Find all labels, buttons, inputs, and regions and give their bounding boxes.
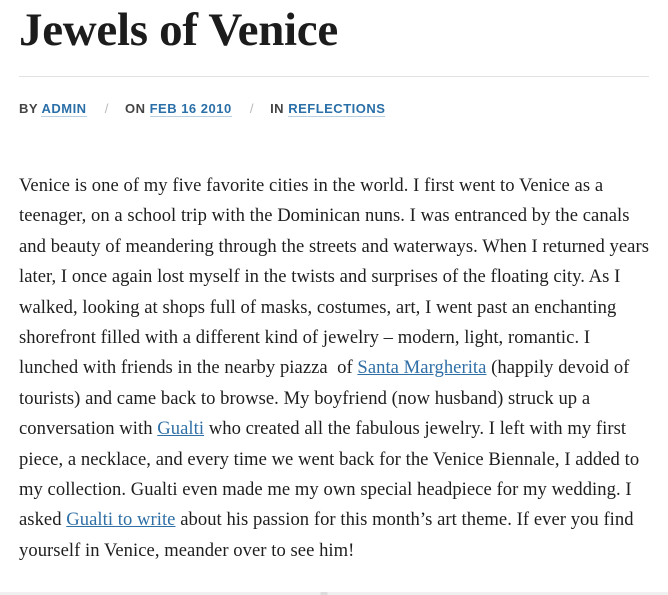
meta-on-label: ON	[124, 101, 146, 116]
article-body	[19, 171, 651, 566]
gualti-to-write-link[interactable]: Gualti to write	[66, 509, 176, 531]
article	[19, 0, 651, 585]
meta-separator: /	[104, 101, 109, 116]
body-text-segment: Venice is one of my five favorite cities in the world. I first went to Venice as a teenager, on a school trip with the Dominican nuns. I was entranced by the canals and beauty of meandering through the streets and waterways. When I returned years later, I once again lost myself in the twists and surprises of the floating city. As I walked, looking at shops full of masks, costumes, art, I went past an enchanting shorefront filled with a different kind of jewelry – modern, light, romantic. I lunched with friends in the nearby piazza of	[19, 175, 649, 379]
category-link[interactable]: REFLECTIONS	[288, 101, 386, 116]
meta-separator: /	[249, 101, 254, 116]
article-title: Jewels of Venice	[19, 4, 338, 56]
date-link[interactable]: FEB 16 2010	[149, 101, 232, 116]
body-text-segment: who created all the fabulous jewelry. I left with my first piece, a necklace, and every time we went back for the Venice Biennale, I added to my collection. Gualti even made me my own special headpiece for my wedding. I asked	[19, 418, 640, 531]
body-text-segment: about his passion for this month’s art theme. If ever you find yourself in Venice, meander over to see him!	[19, 509, 634, 561]
author-link[interactable]: ADMIN	[41, 101, 87, 116]
meta-in-label: IN	[270, 101, 285, 116]
santa-margherita-link[interactable]: Santa Margherita	[357, 357, 487, 379]
body-text-segment: (happily devoid of tourists) and came back to browse. My boyfriend (now husband) struck up a conversation with	[19, 357, 630, 440]
post-meta	[19, 101, 651, 116]
title-divider	[19, 76, 649, 77]
meta-by-label: BY	[19, 101, 38, 116]
gualti-link[interactable]: Gualti	[157, 418, 205, 440]
